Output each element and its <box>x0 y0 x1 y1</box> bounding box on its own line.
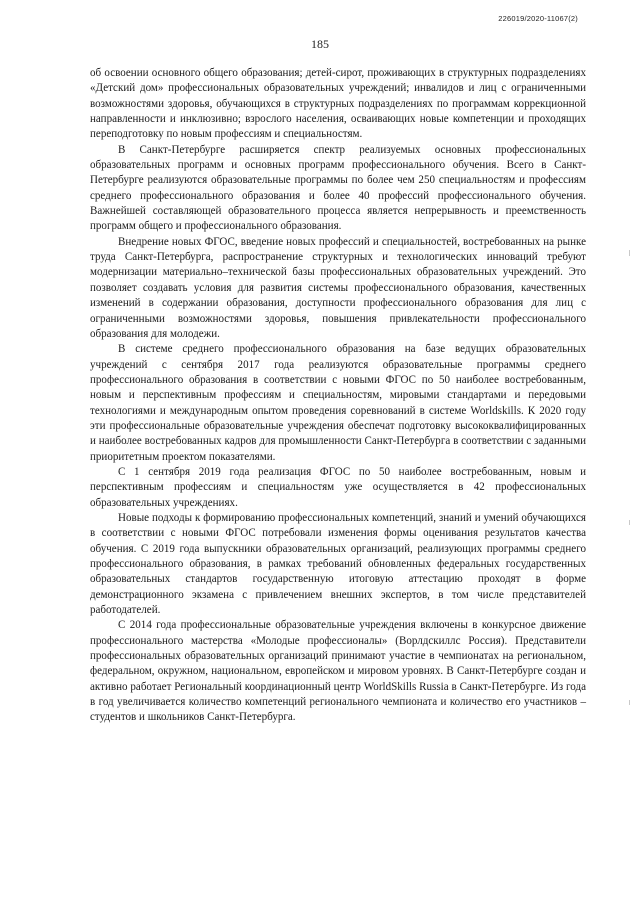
paragraph: В системе среднего профессионального образования на базе ведущих образовательных учреждений с сентября 2017 года реализуются образовательные программы среднего профессионального образования в соответствии с новыми ФГОС по 50 наиболее востребованным, новым и перспективным профессиям и специальностям, мировыми стандартами и передовыми технологиями и международным опытом проведения соревнований в системе Worldskills. К 2020 году эти профессиональные образовательные учреждения обеспечат подготовку высококвалифицированных и наиболее востребованных кадров для промышленности Санкт-Петербурга в соответствии с заданными приоритетным проектом показателями. <box>90 343 586 463</box>
document-number: 226019/2020-11067(2) <box>498 14 578 23</box>
paragraph: С 1 сентября 2019 года реализация ФГОС по 50 наиболее востребованным, новым и перспективным профессиям и специальностям уже осуществляется в 42 профессиональных образовательных учреждениях. <box>90 465 586 509</box>
paragraph: В Санкт-Петербурге расширяется спектр реализуемых основных профессиональных образовательных программ и основных программ профессионального обучения. Всего в Санкт-Петербурге реализуются образовательные программы по более чем 250 специальностям и профессиям среднего профессионального образования и более 40 профессий профессионального обучения. Важнейшей составляющей образовательного процесса является непрерывность и преемственность программ общего и профессионального образования. <box>90 143 586 233</box>
paragraph: Новые подходы к формированию профессиональных компетенций, знаний и умений обучающихся в соответствии с новыми ФГОС потребовали изменения формы оценивания результатов качества обучения. С 2019 года выпускники образовательных организаций, реализующих программы среднего профессионального образования, в рамках требований обновленных федеральных государственных образовательных стандартов государственную итоговую аттестацию проходят в форме демонстрационного экзамена с привлечением внешних экспертов, в том числе представителей работодателей. <box>90 511 586 617</box>
paragraph-continuation: об освоении основного общего образования; детей-сирот, проживающих в структурных подразделениях «Детский дом» профессиональных образовательных учреждений; инвалидов и лиц с ограниченными возможностями здоровья, обучающихся в структурных подразделениях по программам коррекционной направленности и инклюзивно; взрослого населения, осваивающих новые компетенции и проходящих переподготовку по новым профессиям и специальностям. <box>90 67 586 141</box>
scan-edge-mark <box>629 520 630 525</box>
scan-edge-mark <box>629 250 630 256</box>
paragraph: С 2014 года профессиональные образовательные учреждения включены в конкурсное движение профессионального мастерства «Молодые профессионалы» (Ворлдскиллс Россия). Представители профессиональных образовательных организаций принимают участие в чемпионатах на региональном, федеральном, окружном, национальном, европейском и мировом уровнях. В Санкт-Петербурге создан и активно работает Региональный координационный центр WorldSkills Russia в Санкт-Петербурге. Из года в год увеличивается количество компетенций регионального чемпионата и количество его участников – студентов и школьников Санкт-Петербурга. <box>90 619 586 724</box>
scan-edge-mark <box>629 700 630 705</box>
paragraph: Внедрение новых ФГОС, введение новых профессий и специальностей, востребованных на рынке труда Санкт-Петербурга, распространение структурных и технологических инноваций требуют модернизации материально–технической базы профессиональных образовательных учреждений. Это позволяет создавать условия для развития системы профессионального образования, качественных изменений в содержании образования, доступности профессионального образования для лиц с ограниченными возможностями здоровья, повышения привлекательности профессионального образования для молодежи. <box>90 235 586 340</box>
page-number: 185 <box>311 37 329 51</box>
document-body <box>90 66 586 726</box>
